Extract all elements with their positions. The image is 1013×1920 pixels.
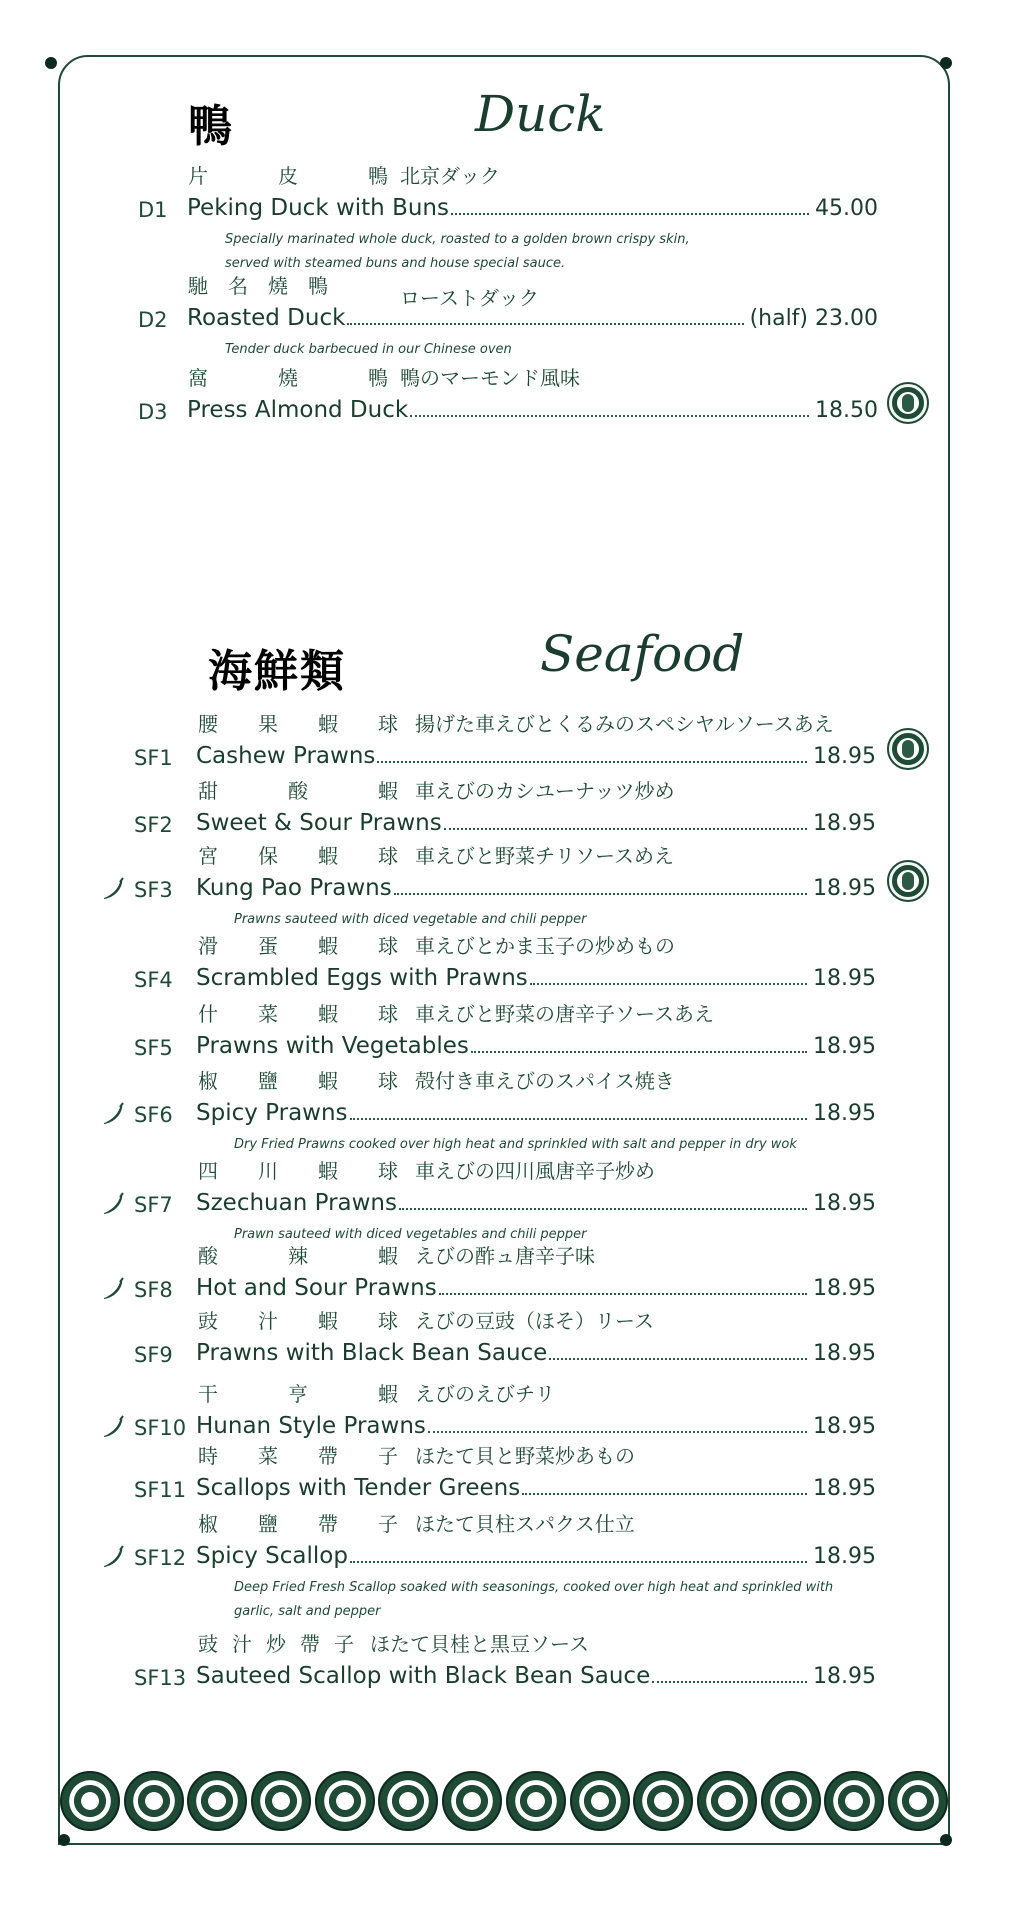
dish-name-japanese: えびのえびチリ bbox=[415, 1382, 555, 1406]
chinese-character: 腰 bbox=[198, 712, 219, 736]
dragon-medallion-icon bbox=[124, 1771, 184, 1831]
chinese-character: 鴨 bbox=[308, 274, 329, 298]
chinese-character: 球 bbox=[378, 1069, 399, 1093]
price: 18.95 bbox=[813, 1664, 876, 1689]
dish-line[interactable] bbox=[187, 305, 878, 331]
chili-pepper-icon bbox=[100, 1414, 126, 1440]
dot-leader bbox=[444, 827, 807, 830]
chinese-character: 片 bbox=[188, 164, 209, 188]
price: 18.95 bbox=[813, 876, 876, 901]
chinese-character: 辣 bbox=[288, 1244, 309, 1268]
price: 18.95 bbox=[813, 1544, 876, 1569]
dish-line[interactable] bbox=[196, 875, 876, 901]
chili-pepper-icon bbox=[100, 1191, 126, 1217]
dish-name-japanese: 車えびと野菜チリソースめえ bbox=[415, 844, 674, 868]
chinese-character: 帶 bbox=[318, 1512, 339, 1536]
chinese-character: 鴨 bbox=[368, 366, 389, 390]
chinese-character: 球 bbox=[378, 934, 399, 958]
dot-leader bbox=[347, 322, 743, 325]
dish-name-english[interactable]: Peking Duck with Buns bbox=[187, 195, 449, 221]
dish-name-japanese: 北京ダック bbox=[400, 164, 500, 188]
contains-nuts-icon bbox=[887, 860, 929, 902]
price: 18.95 bbox=[813, 811, 876, 836]
chinese-character: 川 bbox=[258, 1159, 279, 1183]
dish-description: Prawns sauteed with diced vegetable and chili pepper bbox=[234, 912, 587, 927]
dot-leader bbox=[350, 1560, 807, 1563]
chinese-character: 窩 bbox=[188, 366, 209, 390]
chinese-character: 蝦 bbox=[318, 712, 339, 736]
dot-leader bbox=[530, 982, 807, 985]
dragon-medallion-icon bbox=[570, 1771, 630, 1831]
seafood-section-header bbox=[0, 625, 1013, 695]
dish-line[interactable] bbox=[196, 1190, 876, 1216]
dish-name-japanese: えびの酢ュ唐辛子味 bbox=[415, 1244, 595, 1268]
chinese-character: 時 bbox=[198, 1444, 219, 1468]
dish-line[interactable] bbox=[196, 1475, 876, 1501]
chinese-character: 酸 bbox=[198, 1244, 219, 1268]
dish-name-english[interactable]: Sauteed Scallop with Black Bean Sauce bbox=[196, 1663, 651, 1689]
dragon-medallion-icon bbox=[378, 1771, 438, 1831]
dish-name-japanese: ほたて貝桂と黒豆ソース bbox=[370, 1632, 589, 1656]
item-code: SF12 bbox=[134, 1546, 187, 1570]
chinese-character: 名 bbox=[228, 274, 249, 298]
chinese-character: 宮 bbox=[198, 844, 219, 868]
dish-line[interactable] bbox=[187, 397, 878, 423]
dragon-medallion-icon bbox=[251, 1771, 311, 1831]
dish-name-english[interactable]: Prawns with Black Bean Sauce bbox=[196, 1340, 548, 1366]
chinese-character: 四 bbox=[198, 1159, 219, 1183]
dish-name-english[interactable]: Scrambled Eggs with Prawns bbox=[196, 965, 528, 991]
dish-name-english[interactable]: Scallops with Tender Greens bbox=[196, 1475, 521, 1501]
dish-description: garlic, salt and pepper bbox=[234, 1604, 381, 1619]
dish-line[interactable] bbox=[196, 743, 876, 769]
corner-ornament-top-right bbox=[940, 57, 952, 69]
seafood-title-cjk: 海鮮類 bbox=[208, 646, 346, 697]
dish-name-english[interactable]: Cashew Prawns bbox=[196, 743, 376, 769]
dot-leader bbox=[439, 1292, 807, 1295]
chinese-character: 甜 bbox=[198, 779, 219, 803]
dish-line[interactable] bbox=[196, 1033, 876, 1059]
dish-description: Tender duck barbecued in our Chinese oven bbox=[225, 342, 512, 357]
chinese-character: 保 bbox=[258, 844, 279, 868]
chinese-character: 球 bbox=[378, 844, 399, 868]
dot-leader bbox=[451, 212, 809, 215]
chinese-character: 豉 bbox=[198, 1632, 219, 1656]
chinese-character: 果 bbox=[258, 712, 279, 736]
chinese-character: 汁 bbox=[232, 1632, 253, 1656]
duck-title-en: Duck bbox=[475, 85, 606, 143]
chinese-character: 汁 bbox=[258, 1309, 279, 1333]
dish-name-japanese: 殻付き車えびのスパイス焼き bbox=[415, 1069, 675, 1093]
item-code: D3 bbox=[138, 400, 168, 424]
dish-name-english[interactable]: Kung Pao Prawns bbox=[196, 875, 392, 901]
dish-line[interactable] bbox=[196, 965, 876, 991]
dish-name-japanese: 車えびのカシユーナッツ炒め bbox=[415, 779, 675, 803]
dragon-medallion-icon bbox=[442, 1771, 502, 1831]
item-code: SF2 bbox=[134, 813, 173, 837]
dish-line[interactable] bbox=[196, 1413, 876, 1439]
chinese-character: 什 bbox=[198, 1002, 219, 1026]
chinese-character: 豉 bbox=[198, 1309, 219, 1333]
dish-name-english[interactable]: Roasted Duck bbox=[187, 305, 346, 331]
chinese-character: 球 bbox=[378, 1002, 399, 1026]
dish-name-japanese: 車えびと野菜の唐辛子ソースあえ bbox=[415, 1002, 714, 1026]
dish-name-english[interactable]: Press Almond Duck bbox=[187, 397, 409, 423]
chinese-character: 酸 bbox=[288, 779, 309, 803]
item-code: SF9 bbox=[134, 1343, 173, 1367]
dish-name-japanese: 揚げた車えびとくるみのスペシヤルソースあえ bbox=[415, 712, 834, 736]
dish-name-japanese: ほたて貝柱スパクス仕立 bbox=[415, 1512, 635, 1536]
dish-name-english[interactable]: Szechuan Prawns bbox=[196, 1190, 397, 1216]
price: 18.95 bbox=[813, 1341, 876, 1366]
chinese-character: 蝦 bbox=[318, 1309, 339, 1333]
price: 18.95 bbox=[813, 1476, 876, 1501]
item-code: SF5 bbox=[134, 1036, 173, 1060]
dish-name-japanese: 鴨のマーモンド風味 bbox=[400, 366, 580, 390]
price: 18.95 bbox=[813, 1101, 876, 1126]
chinese-character: 燒 bbox=[268, 274, 289, 298]
dish-line[interactable] bbox=[196, 1543, 876, 1569]
chinese-character: 蝦 bbox=[318, 1069, 339, 1093]
dragon-medallion-icon bbox=[633, 1771, 693, 1831]
dish-name-japanese: ローストダック bbox=[400, 286, 539, 310]
dot-leader bbox=[522, 1492, 807, 1495]
dot-leader bbox=[549, 1357, 807, 1360]
item-code: SF7 bbox=[134, 1193, 173, 1217]
dish-line[interactable] bbox=[196, 1275, 876, 1301]
item-code: SF1 bbox=[134, 746, 173, 770]
dish-name-japanese: えびの豆豉（ほそ）リース bbox=[415, 1309, 654, 1333]
dot-leader bbox=[652, 1680, 807, 1683]
chinese-character: 蝦 bbox=[378, 1382, 399, 1406]
dragon-medallion-icon bbox=[60, 1771, 120, 1831]
chili-pepper-icon bbox=[100, 876, 126, 902]
dish-line[interactable] bbox=[187, 195, 878, 221]
price: (half) 23.00 bbox=[749, 306, 878, 331]
chinese-character: 球 bbox=[378, 712, 399, 736]
item-code: SF10 bbox=[134, 1416, 187, 1440]
dragon-medallion-icon bbox=[888, 1771, 948, 1831]
chinese-character: 蛋 bbox=[258, 934, 279, 958]
dish-line[interactable] bbox=[196, 1100, 876, 1126]
chinese-character: 鴨 bbox=[368, 164, 389, 188]
chinese-character: 蝦 bbox=[318, 1159, 339, 1183]
item-code: D2 bbox=[138, 308, 168, 332]
chinese-character: 子 bbox=[378, 1444, 399, 1468]
dish-line[interactable] bbox=[196, 1663, 876, 1689]
chinese-character: 帶 bbox=[318, 1444, 339, 1468]
price: 18.95 bbox=[813, 966, 876, 991]
dish-name-japanese: ほたて貝と野菜炒あもの bbox=[415, 1444, 635, 1468]
dot-leader bbox=[410, 414, 809, 417]
dish-name-english[interactable]: Hot and Sour Prawns bbox=[196, 1275, 437, 1301]
chinese-character: 菜 bbox=[258, 1002, 279, 1026]
chinese-character: 帶 bbox=[300, 1632, 321, 1656]
item-code: SF13 bbox=[134, 1666, 187, 1690]
chinese-character: 皮 bbox=[278, 164, 299, 188]
price: 18.95 bbox=[813, 1276, 876, 1301]
chinese-character: 子 bbox=[378, 1512, 399, 1536]
dot-leader bbox=[377, 760, 807, 763]
item-code: SF11 bbox=[134, 1478, 187, 1502]
chili-pepper-icon bbox=[100, 1544, 126, 1570]
dot-leader bbox=[471, 1050, 807, 1053]
corner-ornament-top-left bbox=[45, 57, 57, 69]
duck-title-cjk: 鴨 bbox=[188, 101, 234, 152]
dragon-medallion-icon bbox=[697, 1771, 757, 1831]
chili-pepper-icon bbox=[100, 1276, 126, 1302]
dish-name-english[interactable]: Hunan Style Prawns bbox=[196, 1413, 426, 1439]
chinese-character: 鹽 bbox=[258, 1512, 279, 1536]
item-code: SF6 bbox=[134, 1103, 173, 1127]
price: 18.50 bbox=[815, 398, 878, 423]
price: 18.95 bbox=[813, 744, 876, 769]
duck-section-header bbox=[0, 85, 1013, 155]
price: 18.95 bbox=[813, 1191, 876, 1216]
chinese-character: 椒 bbox=[198, 1512, 219, 1536]
dish-description: Dry Fried Prawns cooked over high heat and sprinkled with salt and pepper in dry wok bbox=[234, 1137, 797, 1152]
dot-leader bbox=[350, 1117, 807, 1120]
chinese-character: 菜 bbox=[258, 1444, 279, 1468]
chinese-character: 球 bbox=[378, 1159, 399, 1183]
decorative-medallion-border bbox=[58, 1760, 950, 1842]
contains-nuts-icon bbox=[887, 382, 929, 424]
dish-name-japanese: 車えびとかま玉子の炒めもの bbox=[415, 934, 675, 958]
item-code: D1 bbox=[138, 198, 168, 222]
chinese-character: 蝦 bbox=[318, 1002, 339, 1026]
price: 45.00 bbox=[815, 196, 878, 221]
dragon-medallion-icon bbox=[315, 1771, 375, 1831]
item-code: SF8 bbox=[134, 1278, 173, 1302]
dish-line[interactable] bbox=[196, 810, 876, 836]
dish-name-english[interactable]: Sweet & Sour Prawns bbox=[196, 810, 442, 836]
chinese-character: 燒 bbox=[278, 366, 299, 390]
price: 18.95 bbox=[813, 1414, 876, 1439]
chinese-character: 球 bbox=[378, 1309, 399, 1333]
chinese-character: 馳 bbox=[188, 274, 209, 298]
dragon-medallion-icon bbox=[824, 1771, 884, 1831]
chinese-character: 蝦 bbox=[318, 934, 339, 958]
chinese-character: 蝦 bbox=[378, 1244, 399, 1268]
chinese-character: 干 bbox=[198, 1382, 219, 1406]
dragon-medallion-icon bbox=[761, 1771, 821, 1831]
item-code: SF4 bbox=[134, 968, 173, 992]
dot-leader bbox=[399, 1207, 807, 1210]
dish-description: Specially marinated whole duck, roasted to a golden brown crispy skin, bbox=[225, 232, 690, 247]
dragon-medallion-icon bbox=[506, 1771, 566, 1831]
dish-name-english[interactable]: Prawns with Vegetables bbox=[196, 1033, 469, 1059]
chinese-character: 炒 bbox=[266, 1632, 287, 1656]
dot-leader bbox=[394, 892, 807, 895]
seafood-title-en: Seafood bbox=[540, 625, 745, 683]
dish-description: served with steamed buns and house special sauce. bbox=[225, 256, 566, 271]
dish-description: Prawn sauteed with diced vegetables and chili pepper bbox=[234, 1227, 587, 1242]
chinese-character: 蝦 bbox=[378, 779, 399, 803]
chinese-character: 椒 bbox=[198, 1069, 219, 1093]
dish-description: Deep Fried Fresh Scallop soaked with seasonings, cooked over high heat and sprinkled with bbox=[234, 1580, 834, 1595]
item-code: SF3 bbox=[134, 878, 173, 902]
dish-line[interactable] bbox=[196, 1340, 876, 1366]
dish-name-japanese: 車えびの四川風唐辛子炒め bbox=[415, 1159, 655, 1183]
dish-name-english[interactable]: Spicy Scallop bbox=[196, 1543, 348, 1569]
chili-pepper-icon bbox=[100, 1101, 126, 1127]
chinese-character: 蝦 bbox=[318, 844, 339, 868]
dish-name-english[interactable]: Spicy Prawns bbox=[196, 1100, 348, 1126]
chinese-character: 亨 bbox=[288, 1382, 309, 1406]
chinese-character: 滑 bbox=[198, 934, 219, 958]
contains-nuts-icon bbox=[887, 728, 929, 770]
dot-leader bbox=[428, 1430, 807, 1433]
chinese-character: 鹽 bbox=[258, 1069, 279, 1093]
dragon-medallion-icon bbox=[187, 1771, 247, 1831]
price: 18.95 bbox=[813, 1034, 876, 1059]
chinese-character: 子 bbox=[334, 1632, 355, 1656]
